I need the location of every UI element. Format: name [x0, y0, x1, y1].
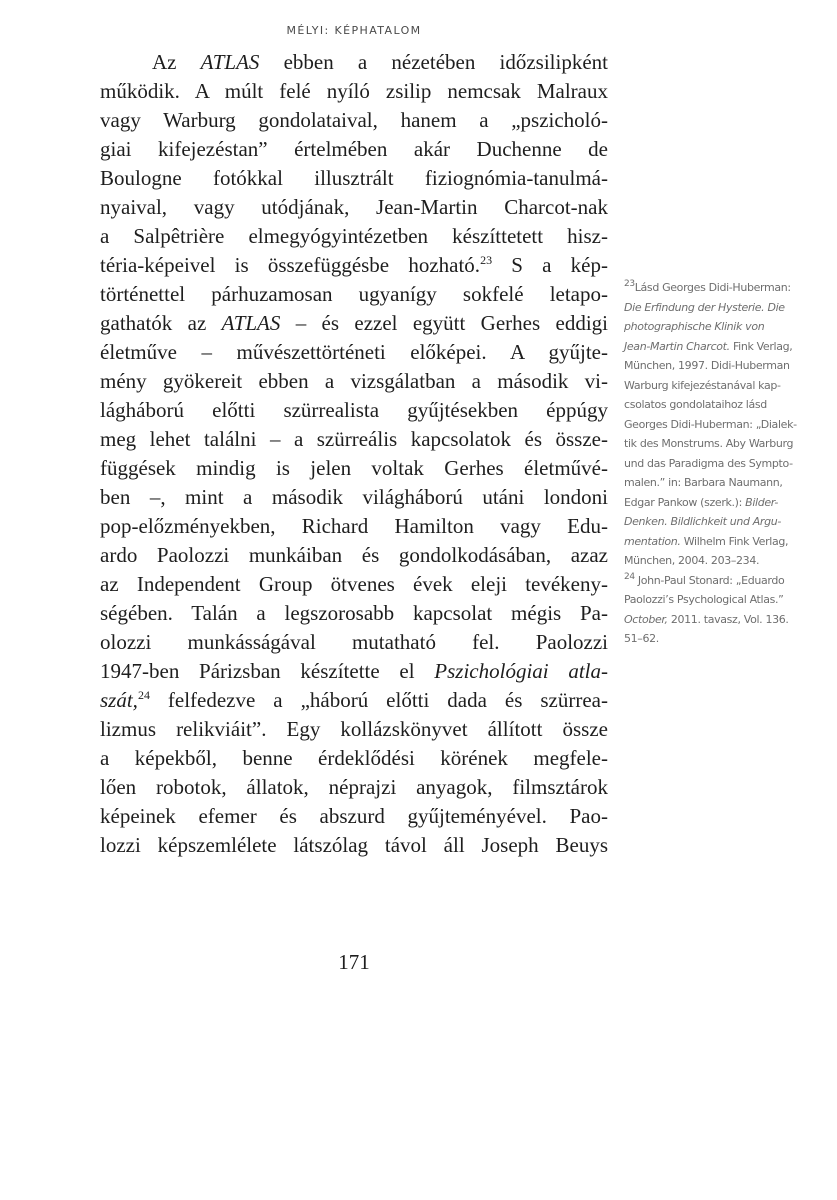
- text-segment: lozzi képszemlélete látszólag távol áll Joseph Beuys: [100, 833, 608, 857]
- text-segment: ségében. Talán a legszorosabb kapcsolat mégis Pa-: [100, 601, 608, 625]
- footnote-line: [624, 298, 824, 318]
- footnote-text: Paolozzi’s Psychological Atlas.”: [624, 593, 784, 606]
- footnote-line: [624, 317, 824, 337]
- footnote-text: Warburg kifejezéstanával kap-: [624, 378, 781, 392]
- body-line: [100, 164, 608, 193]
- text-segment: a Salpêtrière elmegyógyintézetben készíttetett hisz-: [100, 224, 608, 248]
- text-segment: történettel párhuzamosan ugyanígy sokfelé letapo-: [100, 282, 608, 306]
- footnote-line: [624, 493, 824, 513]
- text-segment: pop-előzményekben, Richard Hamilton vagy Edu-: [100, 514, 608, 538]
- text-segment: mény gyökereit ebben a vizsgálatban a második vi-: [100, 369, 608, 393]
- footnote-italic: Die Erfindung der Hysterie. Die: [624, 300, 785, 314]
- footnote-number: 24: [624, 571, 635, 582]
- body-line: [100, 483, 608, 512]
- body-line: [100, 744, 608, 773]
- footnote-line: [624, 473, 824, 493]
- text-segment: nyaival, vagy utódjának, Jean-Martin Charcot-nak: [100, 195, 608, 219]
- footnote-text: csolatos gondolataihoz lásd: [624, 398, 767, 411]
- body-line: [100, 541, 608, 570]
- footnote-line: [624, 590, 824, 610]
- body-line: [100, 570, 608, 599]
- body-line: [100, 657, 608, 686]
- text-segment: 1947-ben Párizsban készítette el: [100, 659, 435, 683]
- text-segment: vagy Warburg gondolataival, hanem a „pszicholó-: [100, 108, 608, 132]
- page-number: 171: [338, 950, 370, 974]
- footnote-text: John-Paul Stonard: „Eduardo: [634, 573, 785, 587]
- body-line: [100, 48, 608, 77]
- text-segment: lágháború előtti szürrealista gyűjtésekben éppúgy: [100, 398, 608, 422]
- body-line: [100, 599, 608, 628]
- footnote-reference: 24: [137, 688, 150, 702]
- text-segment: meg lehet találni – a szürreális kapcsolatok és össze-: [100, 427, 608, 451]
- body-line: [100, 193, 608, 222]
- body-line: [100, 396, 608, 425]
- text-segment: Az: [152, 50, 201, 74]
- text-segment: lően robotok, állatok, néprajzi anyagok, filmsztárok: [100, 775, 608, 799]
- footnote-number: 23: [624, 279, 635, 289]
- footnote-line: [624, 415, 824, 435]
- footnote-line: [624, 376, 824, 396]
- text-segment: az Independent Group ötvenes évek eleji tevékeny-: [100, 572, 608, 596]
- text-segment: ben –, mint a második világháború utáni londoni: [100, 485, 608, 509]
- footnote-italic: October,: [624, 612, 668, 626]
- italic-segment: Pszichológiai atla-: [434, 659, 608, 683]
- footnote-italic: Bilder-: [745, 495, 778, 509]
- body-line: [100, 77, 608, 106]
- footnote-italic: Jean-Martin Charcot.: [624, 339, 730, 353]
- footnote-line: [624, 571, 824, 591]
- body-line: [100, 628, 608, 657]
- footnote-text: Georges Didi-Huberman: „Dialek-: [624, 417, 797, 431]
- body-line: [100, 425, 608, 454]
- footnote-line: [624, 395, 824, 415]
- body-line: [100, 338, 608, 367]
- body-line: [100, 251, 608, 280]
- footnote-text: Wilhelm Fink Verlag,: [680, 534, 789, 548]
- footnote-line: [624, 278, 824, 298]
- body-line: [100, 309, 608, 338]
- text-segment: – és ezzel együtt Gerhes eddigi: [280, 311, 608, 335]
- footnote-text: Fink Verlag,: [729, 339, 793, 353]
- text-segment: képeinek efemer és abszurd gyűjteményével. Pao-: [100, 804, 608, 828]
- text-segment: felfedezve a „háború előtti dada és szürrea-: [149, 688, 608, 712]
- footnote-text: München, 1997. Didi-Huberman: [624, 359, 790, 372]
- footnote-text: malen.” in: Barbara Naumann,: [624, 476, 783, 489]
- footnote-text: München, 2004. 203–234.: [624, 554, 760, 567]
- footnote-text: Lásd Georges Didi-Huberman:: [634, 281, 791, 294]
- body-line: [100, 802, 608, 831]
- text-segment: S a kép-: [492, 253, 608, 277]
- text-segment: működik. A múlt felé nyíló zsilip nemcsak Malraux: [100, 79, 608, 103]
- footnote-line: [624, 629, 824, 649]
- text-segment: ardo Paolozzi munkáiban és gondolkodásában, azaz: [100, 543, 608, 567]
- text-segment: ebben a nézetében időzsilipként: [259, 50, 608, 74]
- footnote-line: [624, 610, 824, 630]
- body-text: [100, 48, 608, 860]
- body-line: [100, 222, 608, 251]
- footnote-line: [624, 512, 824, 532]
- text-segment: téria-képeivel is összefüggésbe hozható.: [100, 253, 481, 277]
- footnote-text: 51–62.: [624, 632, 659, 645]
- body-line: [100, 773, 608, 802]
- italic-segment: ATLAS: [221, 311, 281, 335]
- italic-segment: szát,: [100, 688, 138, 712]
- footnote-line: [624, 454, 824, 474]
- footnote-italic: Denken. Bildlichkeit und Argu-: [624, 515, 781, 528]
- text-segment: lizmus relikviáit”. Egy kollázskönyvet állított össze: [100, 717, 608, 741]
- italic-segment: ATLAS: [200, 50, 260, 74]
- running-head: MÉLYI: KÉPHATALOM: [286, 24, 422, 37]
- footnote-text: 2011. tavasz, Vol. 136.: [667, 612, 789, 626]
- footnote-text: Edgar Pankow (szerk.):: [624, 495, 746, 509]
- body-line: [100, 367, 608, 396]
- body-line: [100, 135, 608, 164]
- text-segment: életműve – művészettörténeti előképei. A gyűjte-: [100, 340, 608, 364]
- footnote-line: [624, 551, 824, 571]
- body-line: [100, 280, 608, 309]
- footnote-reference: 23: [480, 253, 493, 267]
- footnote-line: [624, 337, 824, 357]
- body-line: [100, 512, 608, 541]
- body-line: [100, 106, 608, 135]
- footnote-line: [624, 356, 824, 376]
- footnote-italic: photographische Klinik von: [624, 320, 765, 333]
- margin-footnotes: [624, 278, 824, 649]
- text-segment: giai kifejezéstan” értelmében akár Duchenne de: [100, 137, 608, 161]
- body-line: [100, 715, 608, 744]
- text-segment: függések mindig is jelen voltak Gerhes életművé-: [100, 456, 608, 480]
- text-segment: gathatók az: [100, 311, 222, 335]
- footnote-line: [624, 434, 824, 454]
- text-segment: olozzi munkásságával mutatható fel. Paolozzi: [100, 630, 608, 654]
- footnote-line: [624, 532, 824, 552]
- text-segment: a képekből, benne érdeklődési körének megfele-: [100, 746, 608, 770]
- footnote-text: und das Paradigma des Sympto-: [624, 456, 793, 470]
- text-segment: Boulogne fotókkal illusztrált fiziognómia-tanulmá-: [100, 166, 608, 190]
- body-line: [100, 831, 608, 860]
- footnote-italic: mentation.: [624, 534, 681, 548]
- footnote-text: tik des Monstrums. Aby Warburg: [624, 437, 794, 450]
- body-line: [100, 686, 608, 715]
- body-line: [100, 454, 608, 483]
